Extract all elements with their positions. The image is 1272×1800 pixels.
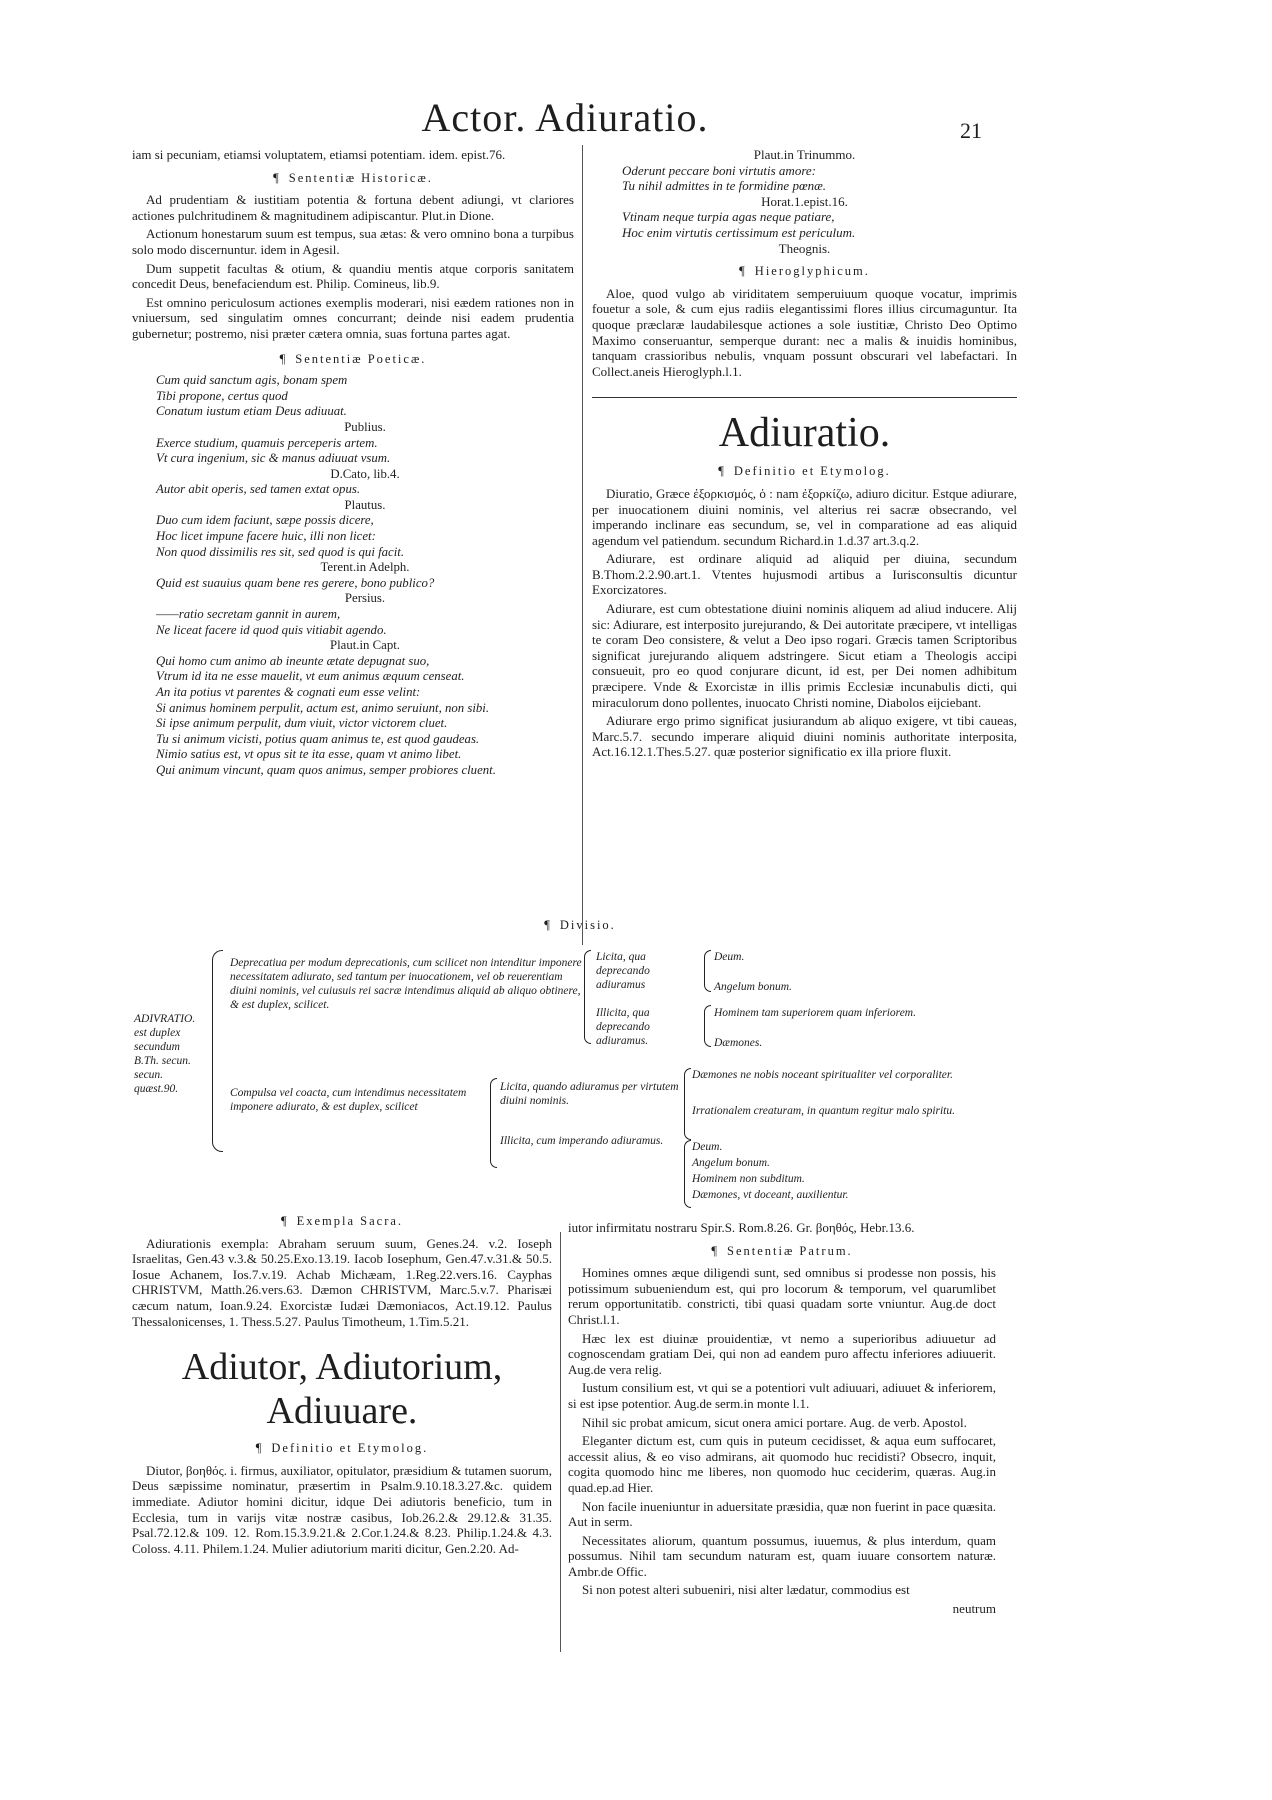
running-title: Actor. Adiuratio. [421,95,709,140]
entry-title-adiutor: Adiutor, Adiutorium, [181,1346,503,1389]
verse-line: Autor abit operis, sed tamen extat opus. [156,482,361,497]
section-heading-hieroglyphicum: ¶ Hieroglyphicum. [739,264,870,279]
verse-line: Cum quid sanctum agis, bonam spem [156,373,348,388]
pilcrow-icon: ¶ [544,918,552,932]
continuation-adiutor: iutor infirmitatu nostraru Spir.S. Rom.8.26. Gr. βοηθός, Hebr.13.6. [568,1220,915,1235]
section-rule [592,397,1017,398]
patrum-paragraph: Hæc lex est diuinæ prouidentiæ, vt nemo a superioribus adiuuetur ad cognoscendam gratiam Dei, qui non ad eandem puro affectu inferiores adiuuerit. Aug.de vera relig. [568,1330,996,1377]
pilcrow-icon: ¶ [280,1214,289,1228]
section-heading-exempla: ¶ Exempla Sacra. [280,1214,404,1228]
pilcrow-icon: ¶ [273,170,281,185]
patrum-paragraph: Nihil sic probat amicum, sicut onera amici portare. Aug. de verb. Apostol. [582,1414,967,1430]
verse-line: Si ipse animum perpulit, dum viuit, victor victorem cluet. [156,716,448,731]
illicita-deprecando: Illicita, qua deprecando adiuramus. [596,1007,650,1047]
definition-paragraph: Adiurare, est ordinare aliquid ad aliquid per diuina, secundum B.Thom.2.2.90.art.1. Vtentes hujusmodi artibus a Iurisconsultis dicuntur Exorcizatores. [592,551,1017,598]
pilcrow-icon: ¶ [718,464,726,479]
verse-line: Qui animum vincunt, quam quos animus, semper probiores cluent. [156,762,496,777]
verse-citation: Terent.in Adelph. [320,560,410,575]
historicae-paragraph: Ad prudentiam & iustitiam potentia & fortuna debent adiungi, vt clariores actiones pulchritudinem & magnitudinem adipiscantur. Plut.in Dione. [132,192,574,223]
patrum-paragraph: Homines omnes æque diligendi sunt, sed omnibus si prodesse non possis, his potissimum subueniendum est, qui pro locorum & temporum, vel quarumlibet rerum opportunitatib. constricti, tibi quasi quadam sorte vniuntur. Aug.de doct Christ.l.1. [568,1265,996,1327]
theognis-cite: Theognis. [778,240,831,256]
verse-line: Duo cum idem faciunt, sæpe possis dicere, [156,513,374,528]
illicita-imperando: Illicita, cum imperando adiuramus. [500,1135,664,1147]
entry-title-adiuuare: Adiuuare. [266,1390,418,1433]
patrum-paragraphs [568,1265,996,1598]
patrum-paragraph: Non facile inueniuntur in aduersitate præsidia, quæ non fuerint in pace quæsita. Aut in serm. [568,1498,996,1530]
patrum-paragraph: Iustum consilium est, vt qui se a potentiori vult adiuuari, adiuuet & inferiorem, si est ipse potentior. Aug.de serm.in monte l.1. [568,1380,996,1411]
definition-paragraph: Diuratio, Græce ἐξορκισμός, ὁ : nam ἐξορκίζω, adiuro dicitur. Estque adiurare, per inuocationem diuini nominis, vel alterius rei sacræ obsecrando, vel imperando inclinare eas secundum, se, vel in comparatione ad eas aliquid agendum vel patiendum. secundum Richard.in 1.d.37 art.3.q.2. [592,485,1017,548]
leaf-hominem-non-subditum: Hominem non subditum. [692,1173,805,1185]
verse-line: Vt cura ingenium, sic & manus adiuuat vsum. [156,451,391,466]
leaf-daemones-spiritualiter: Dæmones ne nobis noceant spiritualiter vel corporaliter. [692,1069,953,1081]
patrum-paragraph: Si non potest alteri subueniri, nisi alter lædatur, commodius est [582,1582,910,1598]
hieroglyphicum-text: Aloe, quod vulgo ab viriditatem semperuiuum quoque vocatur, imprimis fouetur a sole, & cum ejus radiis elegantissimi flores illius circumaguntur. Ita quoque præclaræ laudabilesque actiones a sole iustitiæ, Christo Deo Optimo Maximo conseruantur, semperque durant: nec a malis & inuidis hominibus, tanquam crassioribus nebulis, vnquam possunt obscurari vel labefactari. In Collect.aneis Hieroglyph.l.1. [592,285,1017,379]
column-rule [582,145,583,945]
verse-citation: Plautus. [344,497,386,512]
licita-imperando: Licita, quando adiuramus per virtutem diuini nominis. [500,1081,679,1107]
verse-line: Hoc licet impune facere huic, illi non licet: [156,529,376,544]
definition-paragraph: Adiurare, est cum obtestatione diuini nominis aliquem ad aliud inducere. Alij sic: Adiurare, est interposito jurejurando, & Dei autoritate præcipere, vt intelligas te coram Deo consistere, & velut a Deo ipso rogari. Græcis tamen Scriptoribus significat jurejurando aliquem adstringere. Sicut etiam a Theologis accipi consueuit, pro eo quod conjurare dicunt, id est, per Dei nomen adhibitum præcipere. Vnde & Exorcistæ in illis primis Ecclesiæ incunabulis dicti, qui miraculorum dono pollentes, inuocato Christi nomine, Diabolos eijciebant. [592,601,1017,710]
historicae-paragraph: Dum suppetit facultas & otium, & quandiu mentis atque corporis sanitatem concedit Deus, benefaciendum est. Philip. Comineus, lib.9. [132,260,574,292]
daemones-leaf-1: Dæmones. [714,1037,763,1049]
historicae-paragraphs [132,192,574,341]
section-heading-divisio: ¶ Divisio. [544,918,616,932]
verse-line: ——ratio secretam gannit in aurem, [156,607,341,622]
pilcrow-icon: ¶ [711,1243,719,1258]
pilcrow-icon: ¶ [255,1441,264,1456]
verse-citation: Plaut.in Capt. [329,638,401,653]
historicae-paragraph: Est omnino periculosum actiones exemplis moderari, nisi eædem rationes non in vniuersum, sed singulatim omnes concurrant; deinde nisi eadem prudentia gubernetur; postremo, nisi præter cætera omnia, suas fortuna partes agat. [132,294,574,341]
verse-line: Exerce studium, quamuis perceperis artem. [156,435,378,450]
pilcrow-icon: ¶ [739,264,747,279]
section-heading-definitio: ¶ Definitio et Etymolog. [718,464,891,479]
adiutor-definition: Diutor, βοηθός. i. firmus, auxiliator, opitulator, præsidium & tutamen suorum, Deus sæpissime nominatur, præsertim in Psalm.9.10.18.3.27.&c. quidem immediate. Adiutor homini dicitur, idque Dei adiutoris beneficio, tum in Ecclesia, tum in varijs vitæ nostræ casibus, Iob.26.2.& 29.12.& 31.35. Psal.72.12.& 109. 12. Rom.15.3.9.21.& 2.Cor.1.24.& 8.23. Philip.1.24.& 4.3. Coloss. 4.11. Philem.1.24. Mulier adiutorium mariti dicitur, Gen.2.20. Ad- [132,1462,552,1556]
historicae-paragraph: Actionum honestarum suum est tempus, sua ætas: & vero omnino bona a turpibus solo modo discernuntur. idem in Agesil. [132,226,574,257]
leaf-irrationalem: Irrationalem creaturam, in quantum regitur malo spiritu. [692,1105,956,1117]
section-heading-patrum: ¶ Sententiæ Patrum. [711,1243,853,1258]
verse-citation: Persius. [344,591,386,606]
verse-line: Tu si animum vicisti, potius quam animus te, est quod gaudeas. [156,731,480,746]
leaf-daemones-doceant: Dæmones, vt doceant, auxilientur. [692,1189,849,1201]
leaf-deum: Deum. [692,1141,723,1153]
theognis-verse-1: Vtinam neque turpia agas neque patiare, [622,209,835,225]
right-bottom-column [568,1220,996,1617]
column-rule-lower [560,1232,561,1652]
licita-imp-brace [684,1068,691,1140]
hominem-leaf: Hominem tam superiorem quam inferiorem. [714,1007,916,1019]
root-brace [212,950,223,1152]
licita-deprecando: Licita, qua deprecando adiuramus [596,951,650,991]
poeticae-verses [132,373,574,778]
horace-cite: Horat.1.epist.16. [761,193,848,209]
verse-line: Tibi propone, certus quod [156,388,288,403]
catchword: neutrum [952,1601,996,1617]
verse-line: Quid est suauius quam bene res gerere, bono publico? [156,575,435,590]
leaf-angelum-bonum: Angelum bonum. [692,1157,770,1169]
pilcrow-icon: ¶ [279,351,288,366]
left-top-column [132,147,574,779]
deprecatiua-brace [584,950,591,1044]
compulsa-node: Compulsa vel coacta, cum intendimus necessitatem imponere adiurato, & est duplex, scilicet [230,1087,467,1113]
exempla-text: Adiurationis exempla: Abraham seruum suum, Genes.24. v.2. Ioseph Israelitas, Gen.43 v.3.& 50.25.Exo.13.19. Iacob Iosephum, Gen.47.v.31.& 50.5. Iosue Achanem, Ios.7.v.19. Achab Michæam, 1.Reg.22.vers.16. Cayphas CHRISTVM, Matth.26.vers.63. Dæmon CHRISTVM, Marc.5.v.7. Pharisæi cæcum natum, Ioan.9.24. Exorcistæ Iudæi Dæmoniacos, Act.19.12. Paulus Thessalonicenses, 1. Thess.5.27. Paulus Timotheum, 1.Tim.5.21. [132,1235,552,1329]
deum-leaf-1: Deum. [714,951,745,963]
page-number: 21 [960,118,982,143]
divisio-root: ADIVRATIO. est duplex secundum B.Th. secun. secun. quæst.90. [134,1013,196,1095]
entry-title-adiuratio: Adiuratio. [718,410,891,457]
patrum-paragraph: Necessitates aliorum, quantum possumus, iuuemus, & plus interdum, quam possumus. Nihil tam secundum naturam est, quam iuuare consortem naturæ. Ambr.de Offic. [568,1532,996,1579]
horace-verse-2: Tu nihil admittes in te formidine pœnæ. [622,178,827,194]
illicita-dep-brace [704,1005,711,1047]
compulsa-brace [490,1078,497,1168]
illicita-imp-brace [684,1140,691,1208]
verse-citation: D.Cato, lib.4. [330,466,400,481]
section-heading-poeticae: ¶ Sententiæ Poeticæ. [279,351,427,366]
theognis-verse-2: Hoc enim virtutis certissimum est periculum. [622,224,856,240]
deprecatiua-node: Deprecatiua per modum deprecationis, cum scilicet non intenditur imponere necessitatem adiurato, sed tantum per inuocationem, vel ob reuerentiam diuini nominis, vel cuiusuis rei sacræ intendimus aliquid ab aliquo obtinere, & est duplex, scilicet. [230,957,582,1011]
verse-line: Qui homo cum animo ab ineunte ætate depugnat suo, [156,653,430,668]
patrum-paragraph: Eleganter dictum est, cum quis in puteum cecidisset, & aqua eum suffocaret, accessit alius, & eo viso admirans, ait quomodo huc recidisti? Obsecro, inquit, cogita quomodo hinc me liberes, non quomodo huc ceciderim, quæras. Aug.in quad.ep.ad Hier. [568,1433,996,1495]
verse-line: Non quod dissimilis res sit, sed quod is qui facit. [156,544,405,559]
section-heading-definitio-2: ¶ Definitio et Etymolog. [255,1441,429,1456]
verse-line: Vtrum id ita ne esse mauelit, vt eum animus æquum censeat. [156,669,465,684]
verse-line: Si animus hominem perpulit, actum est, animo seruiunt, non sibi. [156,700,490,715]
right-top-column [592,147,1017,763]
continuation-text: iam si pecuniam, etiamsi voluptatem, etiamsi potentiam. idem. epist.76. [132,147,506,162]
adiuratio-definition [592,486,1017,760]
verse-line: Conatum iustum etiam Deus adiuuat. [156,404,347,419]
section-heading-historicae: ¶ Sententiæ Historicæ. [273,170,433,185]
horace-verse-1: Oderunt peccare boni virtutis amore: [622,162,816,178]
angelum-bonum-leaf-1: Angelum bonum. [714,981,792,993]
verse-line: An ita potius vt parentes & cognati eum esse velint: [156,685,421,699]
verse-line: Nimio satius est, vt opus sit te ita esse, quam vt animo libet. [156,747,462,762]
licita-dep-brace [704,950,711,992]
definition-paragraph: Adiurare ergo primo significat jusiurandum ab aliquo exigere, vt tibi caueas, Marc.5.7. secundo imperare aliquid diuini nominis authoritate interposita, Act.16.12.1.Thes.5.27. quæ posterior significatio ex illa priore fluxit. [592,713,1017,760]
verse-citation: Publius. [344,419,386,434]
verse-line: Ne liceat facere id quod quis vitiabit agendo. [156,622,387,637]
plautus-cite: Plaut.in Trinummo. [753,147,856,162]
left-bottom-column [132,1214,552,1556]
